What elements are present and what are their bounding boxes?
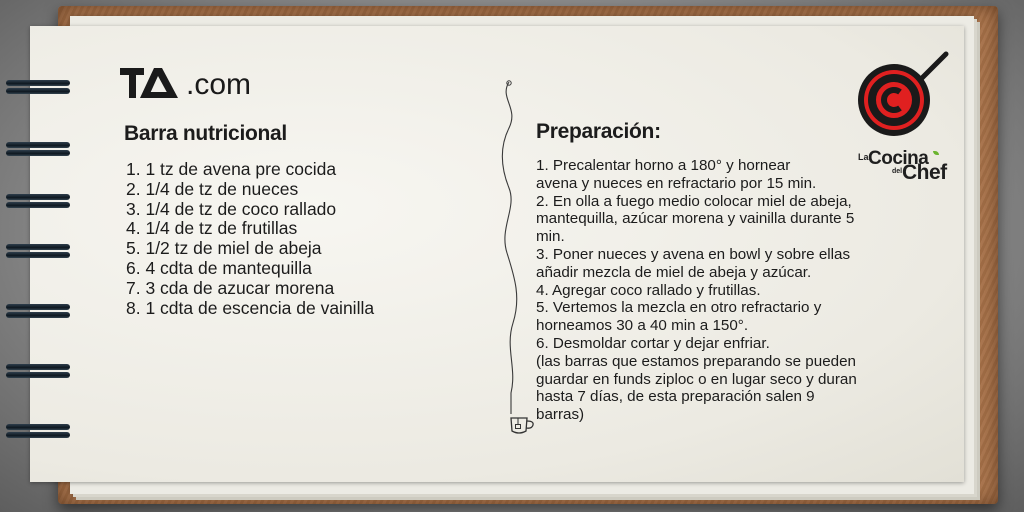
spiral-ring xyxy=(6,80,70,98)
list-item: (las barras que estamos preparando se pueden xyxy=(536,352,856,370)
list-item: guardar en funds ziploc o en lugar seco y duran xyxy=(536,370,857,388)
ingredients-list xyxy=(126,160,374,318)
cocina-del-chef-logo[interactable] xyxy=(858,148,958,188)
list-item: horneamos 30 a 40 min a 150°. xyxy=(536,317,749,335)
logo-chef: Chef xyxy=(902,161,947,184)
list-item: 1. Precalentar horno a 180° y hornear xyxy=(536,157,791,174)
spiral-ring xyxy=(6,364,70,382)
logo-del: del xyxy=(892,168,903,175)
leaf-icon xyxy=(933,151,939,155)
logo-la: La xyxy=(858,152,869,162)
list-item: barras) xyxy=(536,406,585,424)
list-item: 1. 1 tz de avena pre cocida xyxy=(126,159,337,179)
ta-logo-domain: .com xyxy=(186,68,252,101)
logo-cocina: Cocina xyxy=(868,148,929,169)
list-item: 5. Vertemos la mezcla en otro refractario y xyxy=(536,299,822,317)
spiral-ring xyxy=(6,304,70,322)
list-item: 6. 4 cdta de mantequilla xyxy=(126,257,312,278)
ta-logo-icon xyxy=(120,66,184,100)
list-item: 8. 1 cdta de escencia de vainilla xyxy=(126,297,375,318)
ingredients-title: Barra nutricional xyxy=(124,122,287,145)
list-item: 2. En olla a fuego medio colocar miel de abeja, xyxy=(536,192,852,210)
spiral-ring xyxy=(6,424,70,442)
list-item: añadir mezcla de miel de abeja y azúcar. xyxy=(536,263,812,281)
list-item: 7. 3 cda de azucar morena xyxy=(126,277,335,298)
wavy-string-divider xyxy=(495,78,527,418)
list-item: mantequilla, azúcar morena y vainilla durante 5 xyxy=(536,210,855,228)
preparation-steps xyxy=(536,157,908,424)
list-item: 5. 1/2 tz de miel de abeja xyxy=(126,238,322,259)
list-item: 3. Poner nueces y avena en bowl y sobre ellas xyxy=(536,245,851,263)
list-item: avena y nueces en refractario por 15 min. xyxy=(536,174,817,192)
spiral-binding xyxy=(0,26,30,482)
preparation-title: Preparación: xyxy=(536,120,661,143)
spiral-ring xyxy=(6,194,70,212)
list-item: hasta 7 días, de esta preparación salen 9 xyxy=(536,388,815,406)
list-item: 4. Agregar coco rallado y frutillas. xyxy=(536,281,761,299)
spiral-ring xyxy=(6,244,70,262)
list-item: 6. Desmoldar cortar y dejar enfriar. xyxy=(536,334,770,352)
spiral-ring xyxy=(6,142,70,160)
list-item: 3. 1/4 de tz de coco rallado xyxy=(126,198,337,219)
ta-logo[interactable] xyxy=(120,66,251,100)
list-item: 4. 1/4 de tz de frutillas xyxy=(126,218,298,239)
tea-mug-icon xyxy=(508,414,536,436)
list-item: min. xyxy=(536,228,565,246)
list-item: 2. 1/4 de tz de nueces xyxy=(126,178,299,199)
